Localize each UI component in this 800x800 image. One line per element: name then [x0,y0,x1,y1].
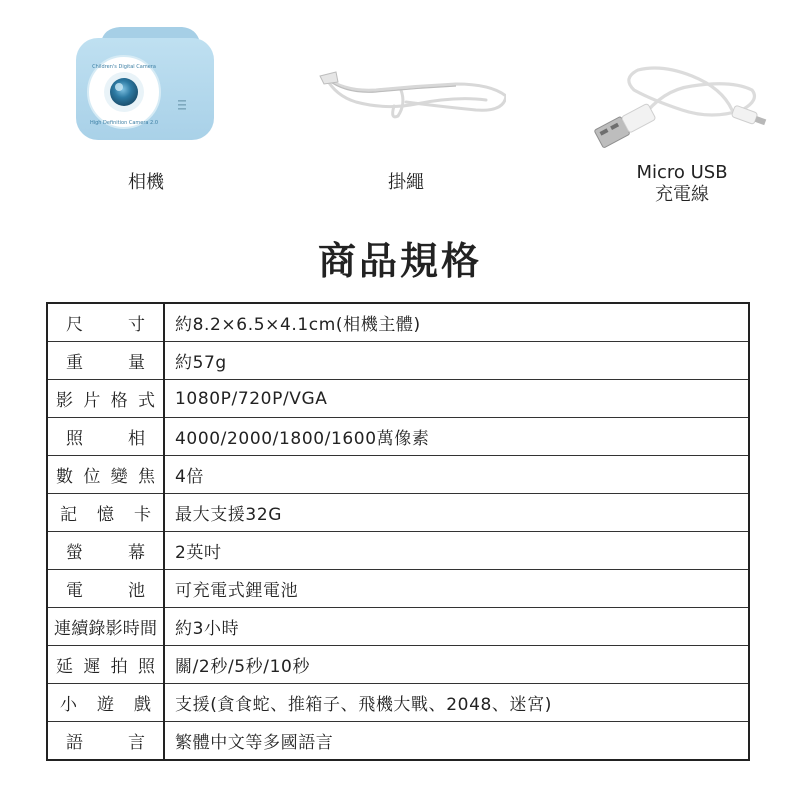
spec-key [48,690,163,715]
spec-key [48,348,163,373]
svg-text:High Definition Camera 2.0: High Definition Camera 2.0 [89,120,159,126]
spec-table [46,302,750,761]
spec-key-cell [47,494,164,532]
spec-key-char: 憶 [97,505,114,525]
strap-icon [306,20,506,170]
spec-key [48,386,163,411]
spec-key-char: 小 [60,695,77,715]
spec-key-char: 式 [137,391,155,411]
spec-key-cell [47,303,164,342]
table-row [47,494,749,532]
spec-key [48,310,163,335]
spec-key-char: 間 [139,619,157,639]
table-row [47,646,749,684]
spec-key-char: 螢 [66,543,83,563]
camera-icon [46,20,246,170]
spec-key-char: 影 [56,391,73,411]
spec-key-char: 片 [83,391,101,411]
spec-key-cell [47,380,164,418]
table-row [47,684,749,722]
spec-key-cell [47,570,164,608]
table-row [47,570,749,608]
spec-value: 2英吋 [164,532,749,570]
table-row [47,303,749,342]
spec-key-char: 言 [128,733,145,753]
spec-key [48,728,163,753]
spec-value: 約8.2×6.5×4.1cm(相機主體) [164,303,749,342]
spec-value: 最大支援32G [164,494,749,532]
spec-key-char: 照 [137,657,155,677]
spec-value: 可充電式鋰電池 [164,570,749,608]
spec-key-char: 續 [71,619,89,639]
spec-key-char: 位 [83,467,101,487]
item-label-camera: 相機 [128,172,164,193]
spec-key [48,424,163,449]
spec-value: 關/2秒/5秒/10秒 [164,646,749,684]
item-camera [46,20,246,220]
spec-key-char: 延 [56,657,73,677]
spec-key-char: 卡 [134,505,151,525]
item-label-strap: 掛繩 [388,172,424,193]
table-row [47,342,749,380]
table-row [47,380,749,418]
spec-key-cell [47,608,164,646]
spec-key-char: 幕 [128,543,145,563]
table-row [47,532,749,570]
spec-key-char: 焦 [137,467,155,487]
svg-text:Children's Digital Camera: Children's Digital Camera [92,64,156,70]
spec-value: 4倍 [164,456,749,494]
spec-key-char: 拍 [110,657,128,677]
spec-key-char: 電 [66,581,83,601]
spec-key-char: 遊 [97,695,114,715]
item-cable [582,20,782,220]
spec-key-cell [47,684,164,722]
table-row [47,418,749,456]
table-row [47,456,749,494]
spec-key-char: 記 [60,505,77,525]
spec-key-char: 戲 [134,695,151,715]
table-row [47,608,749,646]
spec-key [48,652,163,677]
spec-key-cell [47,646,164,684]
spec-key-cell [47,722,164,761]
spec-key-char: 影 [105,619,123,639]
spec-key [48,462,163,487]
spec-key-char: 數 [56,467,73,487]
spec-key-char: 尺 [66,315,83,335]
spec-value: 1080P/720P/VGA [164,380,749,418]
spec-key-char: 連 [54,619,71,639]
spec-value: 繁體中文等多國語言 [164,722,749,761]
spec-value: 約57g [164,342,749,380]
spec-key-char: 重 [66,353,83,373]
item-label-cable: Micro USB 充電線 [636,162,728,205]
spec-key-cell [47,532,164,570]
spec-value: 約3小時 [164,608,749,646]
spec-key-char: 照 [66,429,83,449]
spec-key-char: 池 [128,581,145,601]
spec-key-char: 量 [128,353,145,373]
item-strap [306,20,506,220]
spec-key-char: 相 [128,429,145,449]
spec-key-char: 變 [110,467,128,487]
spec-value: 支援(貪食蛇、推箱子、飛機大戰、2048、迷宮) [164,684,749,722]
spec-key-char: 遲 [83,657,101,677]
usb-cable-icon [582,20,782,160]
spec-key [48,538,163,563]
spec-key [48,576,163,601]
spec-key-char: 錄 [88,619,106,639]
spec-key-cell [47,418,164,456]
spec-key-char: 時 [122,619,140,639]
spec-key-char: 格 [110,391,128,411]
spec-value: 4000/2000/1800/1600萬像素 [164,418,749,456]
spec-key-cell [47,342,164,380]
spec-key [48,500,163,525]
section-title: 商品規格 [317,239,482,283]
table-row [47,722,749,761]
spec-key [48,614,163,639]
spec-key-char: 寸 [128,315,145,335]
spec-key-char: 語 [66,733,83,753]
spec-key-cell [47,456,164,494]
